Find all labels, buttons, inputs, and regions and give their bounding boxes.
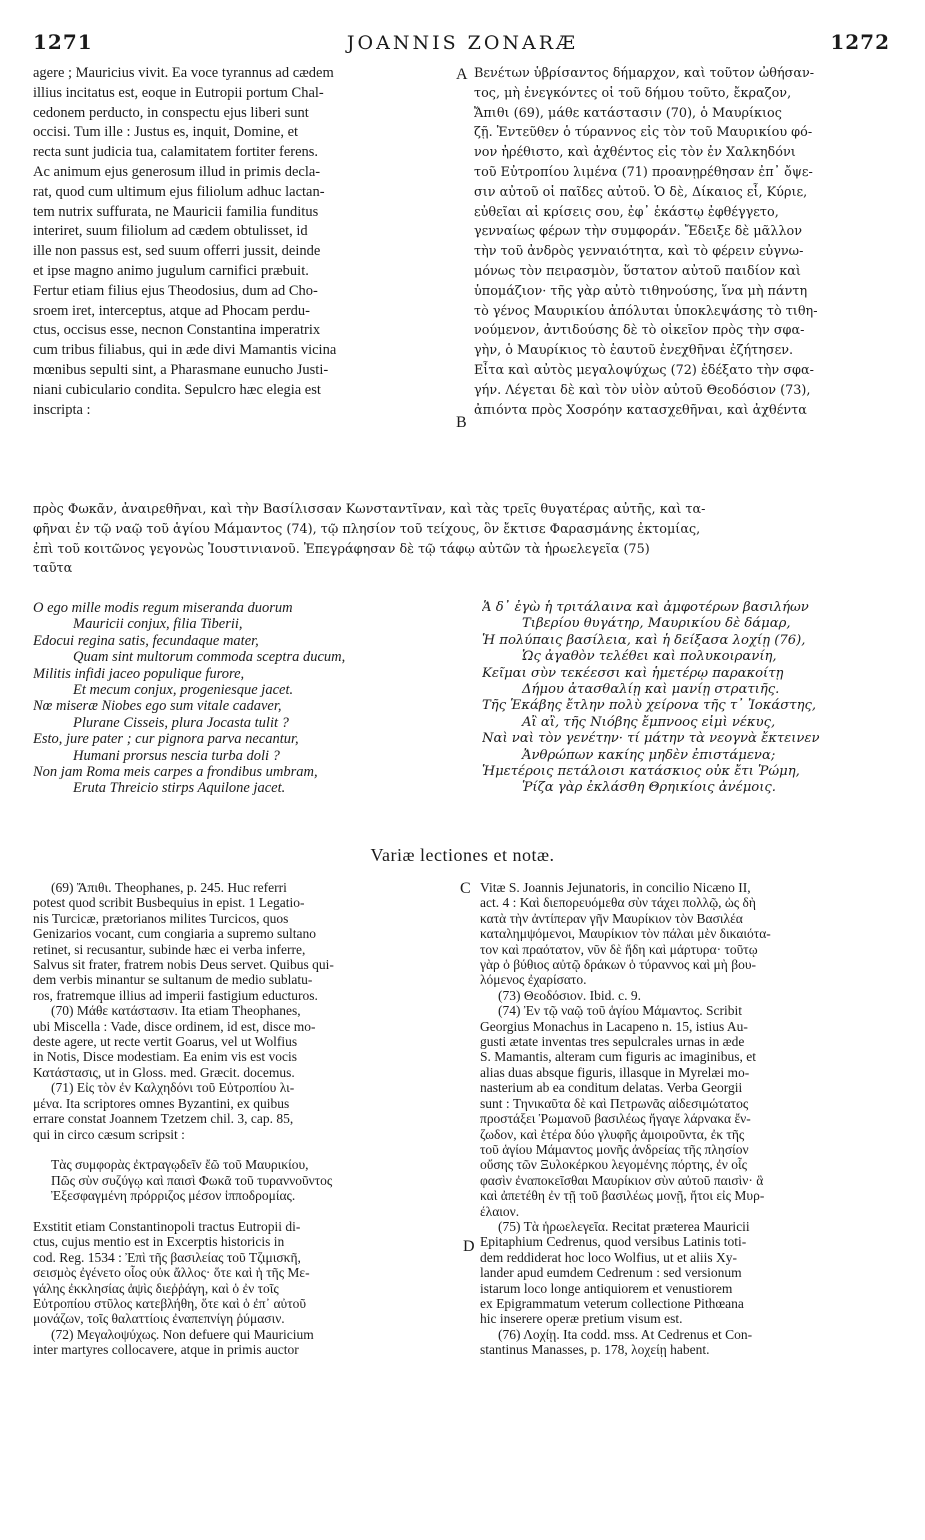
note-line: ubi Miscella : Vade, disce ordinem, id est, disce mo- [33,1018,316,1034]
note-line: errare constat Joannem Tzetzem chil. 3, cap. 85, [33,1111,294,1127]
text-line: occisi. Tum ille : Justus es, inquit, Domine, et [33,124,299,141]
text-line: τος, μὴ ἐνεγκόντες οἱ τοῦ δήμου τοῦτο, ἔκραζον, [474,85,792,101]
note-line: alias duas absque figuris, illasque in Myrelæi mo- [480,1064,750,1080]
note-line: Vitæ S. Joannis Jejunatoris, in concilio Nicæno II, [480,880,751,895]
greek-column [474,64,892,420]
verse-line: Ἡ πολύπαις βασίλεια, καὶ ἡ δείξασα λοχίῃ (76), [482,632,806,648]
latin-epitaph [33,600,453,797]
verse-line: Τιβερίου θυγάτηρ, Μαυρικίου δὲ δάμαρ, [522,616,791,632]
note-line: act. 4 : Καὶ διεπορευόμεθα σὺν τάχει πολλῷ, ὡς δὴ [480,895,756,911]
note-line: retinet, si recusantur, subinde hæc ei verba inferre, [33,941,306,957]
verse-line: Esto, jure pater ; cur pignora parva necantur, [33,731,299,748]
note-line: in Notis, Disce modestiam. Ea enim vis est vocis [33,1049,297,1065]
note-line: μονάζων, τοῖς θαλαττίοις ἐναπεπνίγη ῥύμασιν. [33,1311,285,1327]
text-line: cum tribus filiabus, qui in æde divi Mamantis vicina [33,342,337,359]
verse-line: Non jam Roma meis carpes a frondibus umbram, [33,764,318,781]
text-line: γὴν, ὁ Μαυρίκιος τὸ ἑαυτοῦ ἐνεχθῆναι ἐζήτησεν. [474,343,794,359]
note-line: sunt : Τηνικαῦτα δὲ καὶ Πετρωνᾶς αἰδεσιμώτατος [480,1095,749,1111]
note-line: Κατάστασις, ut in Gloss. med. Græcit. docemus. [33,1064,295,1080]
note-line: (69) Ἄπιθι. Theophanes, p. 245. Huc referri [51,880,287,895]
text-line: Fertur etiam filius ejus Theodosius, dum ad Cho- [33,282,318,299]
note-line: καὶ ἀπετέθη ἐν τῇ τοῦ βασιλέως μονῇ, ἤτοι εἰς Μυρ- [480,1188,765,1204]
note-line: S. Mamantis, alteram cum figuris ac imaginibus, et [480,1049,756,1065]
note-line: Georgius Monachus in Lacapeno n. 15, istius Au- [480,1018,748,1034]
note-line: τοῦ ἁγίου Μάμαντος μονῆς ἀνδρείας τῆς πλησίον [480,1141,749,1157]
note-line: stantinus Manasses, p. 178, λοχείῃ habent. [480,1342,710,1358]
note-line: γὰρ ὁ βύθιος αὐτῷ δράκων ὁ τύραννος καὶ μὴ βου- [480,957,757,973]
margin-marker-a: A [456,66,468,83]
margin-marker-b: B [456,414,467,431]
note-line: (76) Λοχίῃ. Ita codd. mss. At Cedrenus et Con- [498,1326,753,1342]
text-line: ταῦτα [33,561,73,577]
note-line: (71) Εἰς τὸν ἐν Καλχηδόνι τοῦ Εὐτροπίου λι- [51,1080,295,1096]
note-line: (73) Θεοδόσιον. Ibid. c. 9. [498,987,642,1003]
right-page-number: 1272 [830,30,890,54]
text-line: ille non passus est, sed suum offerri jussit, deinde [33,243,321,260]
note-line: istarum loco longe antiquiorem et venustiorem [480,1280,733,1296]
notes-right-column [480,880,892,1358]
verse-line: O ego mille modis regum miseranda duorum [33,600,293,616]
text-line: μόνως τὸν πειρασμὸν, ὕστατον αὐτοῦ παιδίον καὶ [474,263,801,279]
note-line: (74) Ἐν τῷ ναῷ τοῦ ἁγίου Μάμαντος. Scribit [498,1003,743,1019]
greek-epitaph [482,600,892,797]
text-line: illius incitatus est, eoque in Eutropii portum Chal- [33,84,324,101]
text-line: Βενέτων ὑβρίσαντος δήμαρχον, καὶ τοῦτον ὠθήσαν- [474,66,815,81]
note-line: gusti ætate inventas tres sepulcrales urnas in æde [480,1034,745,1050]
running-title: JOANNIS ZONARÆ [346,32,579,54]
note-line: ζωδον, καὶ ἑτέρα δύο γλυφῆς ἀμοιροῦντα, ἐκ τῆς [480,1126,745,1142]
note-line: καταλημψόμενοι, Μαυρίκιον τὸν πάλαι μὲν δικαιότα- [480,926,771,942]
note-line: Exstitit etiam Constantinopoli tractus Eutropii di- [33,1218,301,1234]
verse-line: Ἁ δ᾽ ἐγὼ ἡ τριτάλαινα καὶ ἀμφοτέρων βασιλήων [482,600,809,615]
verse-line: Eruta Threicio stirps Aquilone jacet. [73,780,286,797]
margin-marker-c: C [460,880,471,897]
text-line: agere ; Mauricius vivit. Ea voce tyrannus ad cædem [33,65,334,81]
running-header [0,30,925,60]
note-line: ros, fratremque illius ad imperii fastigium educturos. [33,987,318,1003]
section-title: Variæ lectiones et notæ. [370,845,555,865]
verse-line: Δήμου ἀτασθαλίῃ καὶ μανίῃ στρατιῆς. [522,682,780,698]
note-line: ex Epigrammatum veterum collectione Pithœana [480,1295,744,1311]
note-line: Πῶς σὺν συζύγῳ καὶ παισὶ Φωκᾶ τοῦ τυραννοῦντος [51,1172,333,1188]
note-line: cod. Reg. 1534 : Ἐπὶ τῆς βασιλείας τοῦ Τζιμισκῆ, [33,1249,301,1265]
text-line: νον ἠρέθιστο, καὶ ἀχθέντος εἰς τὸν ἐν Χαλκηδόνι [474,145,796,161]
note-line [33,1204,453,1219]
text-line: ὑπομάζιον· τῆς γὰρ αὐτὸ τιθηνούσης, ἵνα μὴ πάντη [474,283,808,299]
left-page-number: 1271 [33,30,93,54]
note-line: dem reddiderat hoc loco Wolfius, ut et aliis Xy- [480,1249,737,1265]
text-line: Εἶτα καὶ αὐτὸς μεγαλοψύχως (72) ἐδέξατο τὴν σφα- [474,362,814,378]
note-line: μένα. Ita scriptores omnes Byzantini, ex quibus [33,1095,290,1111]
text-line: τὸ γένος Μαυρικίου ἀπόλυται ὑποκλεψάσης τὸ τιθη- [474,303,818,319]
note-line: τον καὶ πραότατον, νῦν δὲ ἤδη καὶ μάρτυρα· τοῦτῳ [480,941,758,957]
verse-line: Τῆς Ἑκάβης ἔτλην πολὺ χείρονα τῆς τ᾽ Ἰοκάστης, [482,698,817,714]
text-line: cedonem perducto, in conspectu ejus liberi sunt [33,104,309,121]
note-line: Genizarios vocant, cum congiaria a supremo sultano [33,926,317,942]
text-line: φῆναι ἐν τῷ ναῷ τοῦ ἁγίου Μάμαντος (74), τῷ πλησίον τοῦ τείχους, ὃν ἔκτισε Φαρασμάνης ἐκτομίας, [33,521,701,537]
note-line: qui in circo cæsum scripsit : [33,1126,185,1142]
text-line: ζῇ. Ἐντεῦθεν ὁ τύραννος εἰς τὸν τοῦ Μαυρικίου φό- [474,125,813,141]
text-line: τοῦ Εὐτροπίου λιμένα (71) προανῃρέθησαν ἐπ᾽ ὄψε- [474,164,813,180]
text-line: τὴν τοῦ ἀνδρὸς γενναιότητα, καὶ τὸ φέρειν εὐγνω- [474,244,804,260]
note-line: κατὰ τὴν ἀντίπεραν γῆν Μαυρίκιον τὸν Βασιλέα [480,910,743,926]
note-line [33,1142,453,1157]
note-line: lander apud eumdem Cedrenum : sed versionum [480,1265,742,1281]
note-line: (72) Μεγαλοψύχως. Non defuere qui Mauricium [51,1326,314,1342]
text-line: ἐπὶ τοῦ κοιτῶνος γεγονὼς Ἰουστινιανοῦ. Ἐπεγράφησαν δὲ τῷ τάφῳ αὐτῶν τὰ ἡρωελεγεῖα (75) [33,541,650,557]
note-line: nasterium ab ea conditum delatas. Verba Georgii [480,1080,743,1096]
verse-line: Humani prorsus nescia turba doli ? [73,747,280,764]
text-line: sroem iret, interceptus, atque ad Phocam perdu- [33,302,311,319]
text-line: ctus, occisus esse, necnon Constantina imperatrix [33,322,321,339]
verse-line: Ἀνθρώπων κακίης μηδὲν ἐπιστάμενα; [522,747,776,763]
text-line: tem nutrix suffurata, ne Mauricii familia funditus [33,203,319,220]
text-line: recta sunt judicia tua, calamitatem fortiter ferens. [33,144,319,161]
note-line: nis Turcicæ, prætorianos milites Turcicos, quos [33,910,289,926]
note-line: Ἐξεσφαγμένη πρόρριζος μέσον ἱπποδρομίας. [51,1188,296,1204]
verse-line: Ῥίζα γὰρ ἐκλάσθη Θρηικίοις ἀνέμοις. [522,780,776,796]
verse-line: Militis infidi jaceo populique furore, [33,665,245,682]
note-line: Salvus sit frater, fratrem nobis Deus servet. Quibus qui- [33,957,334,973]
verse-line: Plurane Cisseis, plura Jocasta tulit ? [73,714,289,731]
note-line: Epitaphium Cedrenus, quod versibus Latinis toti- [480,1234,747,1250]
text-line: γήν. Λέγεται δὲ καὶ τὸν υἱὸν αὐτοῦ Θεοδόσιον (73), [474,382,811,398]
note-line: οὔσης τῶν Ξυλοκέρκου λεγομένης πόρτης, ἐν οἷς [480,1157,747,1173]
note-line: γάλης ἐκκλησίας ἁψὶς διεῤῥάγη, καὶ ὁ ἐν τοῖς [33,1280,279,1296]
greek-fullwidth-text [33,500,892,579]
note-line: Εὐτροπίου στῦλος κατεβλήθη, ὅτε καὶ ὁ ἐπ᾽ αὐτοῦ [33,1295,307,1311]
note-line: έλαιον. [480,1203,520,1219]
verse-line: Ναὶ ναὶ τὸν γενέτην· τί μάτην τὰ νεογνὰ ἔκτεινεν [482,731,820,747]
text-line: Ἄπιθι (69), μάθε κατάστασιν (70), ὁ Μαυρίκιος [474,105,782,121]
text-line: πρὸς Φωκᾶν, ἀναιρεθῆναι, καὶ τὴν Βασίλισσαν Κωνσταντῖναν, καὶ τὰς τρεῖς θυγατέρας αὐτῆς, καὶ τα- [33,502,706,517]
text-line: νούμενον, ἀντιδούσης δὲ τὸ οἰκεῖον πρὸς τὴν σφα- [474,323,805,339]
note-line: σεισμὸς ἐγένετο οἷος οὐκ ἄλλος· ὅτε καὶ ἡ τῆς Με- [33,1265,310,1281]
verse-line: Et mecum conjux, progeniesque jacet. [73,682,294,699]
text-line: Ac animum ejus generosum illud in primis decla- [33,163,321,180]
text-line: inscripta : [33,401,91,418]
note-line: ctus, cujus mentio est in Excerptis historicis in [33,1234,285,1250]
note-line: potest quod scribit Busbequius in epist. 1 Legatio- [33,895,305,911]
text-line: interiret, suum filiolum ad cædem obtulisset, id [33,223,308,240]
verse-line: Quam sint multorum commoda sceptra ducum, [73,649,346,666]
note-line: (75) Τὰ ἡρωελεγεῖα. Recitat præterea Mauricii [498,1218,750,1234]
text-line: mœnibus sepulti sint, a Pharasmane eunucho Justi- [33,361,329,378]
text-line: rat, quod cum ultimum ejus filiolum adhuc lactan- [33,183,325,200]
text-line: ἀπιόντα πρὸς Χοσρόην κατασχεθῆναι, καὶ ἀχθέντα [474,402,807,418]
verse-line: Edocui regina satis, fecundaque mater, [33,632,259,649]
verse-line: Nœ miseræ Niobes ego sum vitale cadaver, [33,698,282,715]
note-line: deste agere, ut recte vertit Goarus, vel ut Wolfius [33,1034,298,1050]
text-line: σιν αὐτοῦ οἱ παῖδες αὐτοῦ. Ὁ δὲ, Δίκαιος εἶ, Κύριε, [474,184,808,200]
latin-column [33,64,451,420]
text-line: et ipse magno animo jugulum carnifici præbuit. [33,262,309,279]
text-line: niani cubiculario condita. Sepulcro hæc elegia est [33,381,321,398]
note-line: inter martyres collocavere, atque in primis auctor [33,1342,299,1358]
verse-line: Αἲ αἲ, τῆς Νιόβης ἔμπνοος εἰμὶ νέκυς, [522,714,776,730]
verse-line: Mauricii conjux, filia Tiberii, [73,616,243,633]
note-line: (70) Μάθε κατάστασιν. Ita etiam Theophanes, [51,1003,301,1019]
note-line: λόμενος ἐχαρίσατο. [480,972,587,988]
note-line: Τὰς συμφορὰς ἐκτραγῳδεῖν ἔῶ τοῦ Μαυρικίου, [51,1157,309,1173]
verse-line: Ὡς ἀγαθὸν τελέθει καὶ πολυκοιρανίη, [522,649,777,665]
margin-marker-d: D [463,1238,475,1255]
text-line: γενναίως φέρων τὴν συμφοράν. Ἔδειξε δὲ μᾶλλον [474,224,803,240]
verse-line: Ἡμετέροις πετάλοισι κατάσκιος οὐκ ἔτι Ῥώμη, [482,764,800,780]
note-line: hic inserere operæ pretium visum est. [480,1311,683,1327]
text-line: εὐθεῖαι αἱ κρίσεις σου, ἐφ᾽ ἑκάστῳ ἐφθέγγετο, [474,204,779,220]
verse-line: Κεῖμαι σὺν τεκέεσσι καὶ ἡμετέρῳ παρακοίτῃ [482,665,784,681]
note-line: φασὶν ἐναποκεῖσθαι Μαυρίκιον σὺν αὐτοῦ παισὶν· ἃ [480,1172,764,1188]
notes-left-column [33,880,453,1358]
note-line: dem verbis minantur se sultanum de medio sublatu- [33,972,313,988]
note-line: προστάξει Ῥωμανοῦ βασιλέως ἤγαγε λάρνακα ἔν- [480,1111,751,1127]
